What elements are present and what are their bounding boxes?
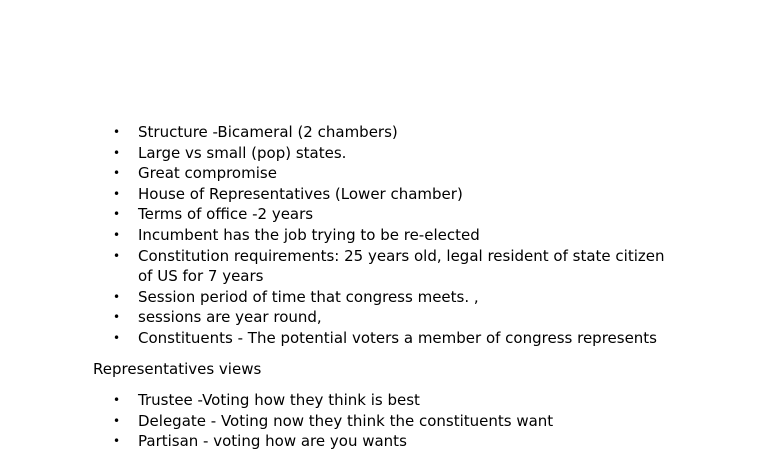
list-item-text: Trustee -Voting how they think is best: [138, 391, 420, 409]
list-item: [113, 143, 713, 164]
list-item: [113, 328, 713, 349]
bullet-icon: •: [113, 227, 121, 242]
list-item-text: Constitution requirements: 25 years old, legal resident of state citizen: [138, 246, 665, 265]
list-item: [113, 390, 713, 411]
bullet-icon: •: [113, 393, 121, 407]
bullet-icon: •: [113, 434, 121, 449]
list-item: [113, 307, 713, 328]
list-item: [113, 163, 713, 184]
bullet-icon: •: [113, 125, 121, 139]
bullet-icon: •: [113, 413, 121, 428]
list-item-text: Great compromise: [138, 164, 277, 183]
list-item-text: Constituents - The potential voters a member of congress represents: [138, 328, 658, 347]
bullet-icon: •: [113, 310, 121, 325]
list-item-text: Terms of office -2 years: [138, 205, 314, 224]
bullet-icon: •: [113, 186, 121, 201]
section-heading: Representatives views: [93, 360, 262, 378]
bullet-list-congress-structure: [113, 122, 713, 349]
list-item-text: House of Representatives (Lower chamber): [138, 184, 463, 203]
bullet-icon: •: [113, 248, 121, 263]
list-item: [113, 246, 713, 287]
list-item-text-continuation: of US for 7 years: [138, 267, 264, 286]
list-item: [113, 184, 713, 205]
list-item: [113, 122, 713, 143]
bullet-list-representative-views: [113, 390, 713, 452]
list-item-text: Delegate - Voting now they think the constituents want: [138, 411, 554, 430]
list-item: [113, 225, 713, 246]
bullet-icon: •: [113, 289, 121, 304]
list-item-text: Large vs small (pop) states.: [138, 143, 347, 162]
list-item-text: Partisan - voting how are you wants: [138, 432, 407, 451]
list-item-text: sessions are year round,: [138, 308, 322, 327]
list-item: [113, 287, 713, 308]
list-item-text: Structure -Bicameral (2 chambers): [138, 123, 398, 141]
list-item-text: Session period of time that congress meets. ,: [138, 287, 479, 306]
list-item: [113, 204, 713, 225]
bullet-icon: •: [113, 207, 121, 222]
list-item: [113, 431, 713, 452]
list-item-text: Incumbent has the job trying to be re-elected: [138, 225, 480, 244]
list-item: [113, 411, 713, 432]
bullet-icon: •: [113, 145, 121, 160]
bullet-icon: •: [113, 166, 121, 181]
bullet-icon: •: [113, 330, 121, 345]
